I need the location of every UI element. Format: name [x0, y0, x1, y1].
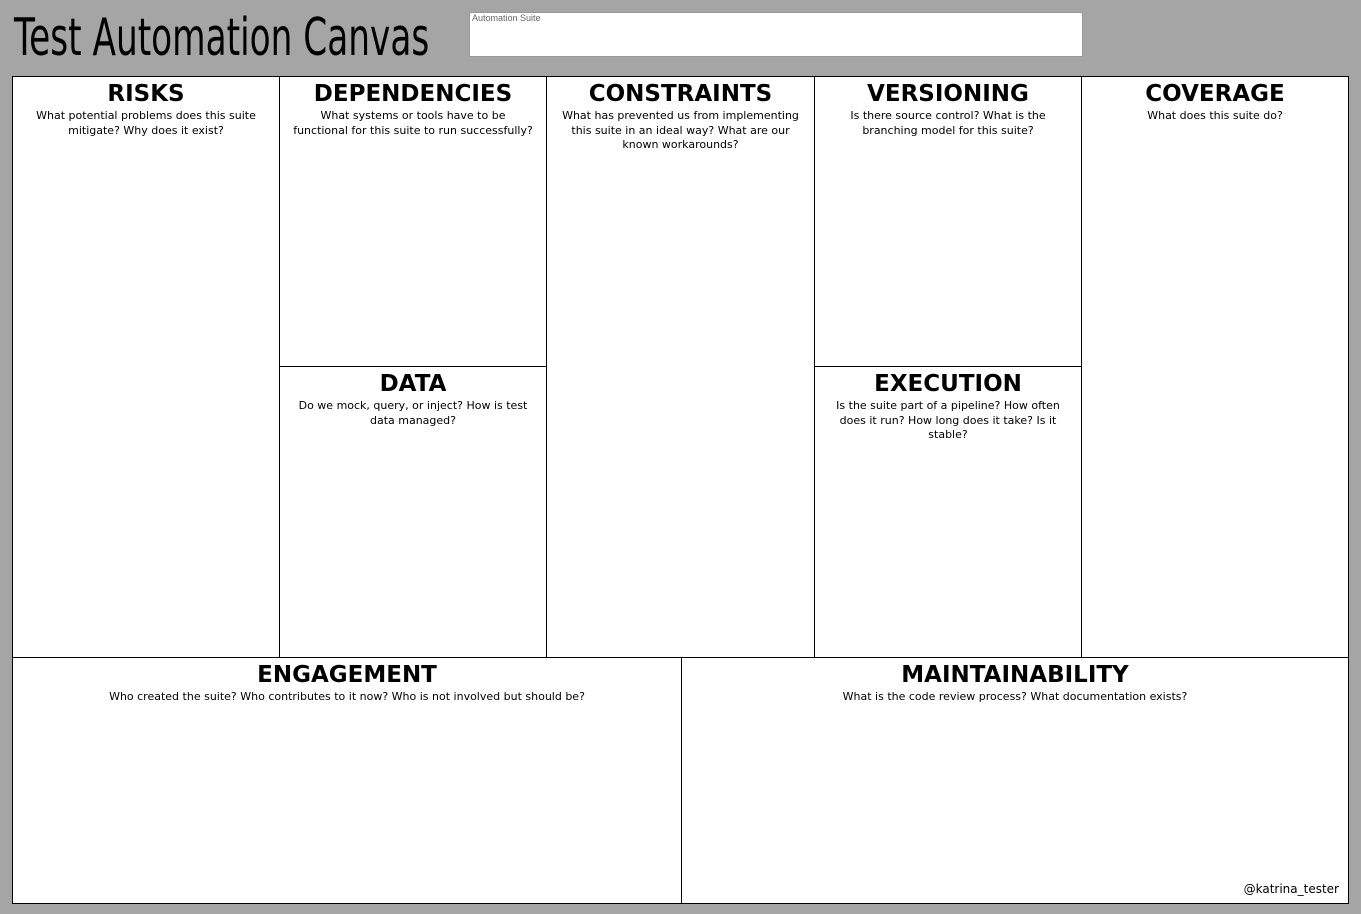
engagement-question: Who created the suite? Who contributes to it now? Who is not involved but should be?	[109, 690, 585, 703]
page-title: Test Automation Canvas	[14, 8, 430, 68]
versioning-question: Is there source control? What is the branching model for this suite?	[850, 109, 1046, 137]
dependencies-section[interactable]	[280, 77, 547, 367]
dependencies-question: What systems or tools have to be functional for this suite to run successfully?	[293, 109, 533, 137]
automation-suite-field[interactable]	[469, 12, 1083, 57]
risks-question: What potential problems does this suite mitigate? Why does it exist?	[36, 109, 256, 137]
constraints-question: What has prevented us from implementing this suite in an ideal way? What are our known workarounds?	[562, 109, 799, 151]
coverage-heading: COVERAGE	[1145, 81, 1285, 107]
risks-heading: RISKS	[107, 81, 185, 107]
author-credit: @katrina_tester	[1243, 882, 1339, 896]
execution-heading: EXECUTION	[874, 371, 1022, 397]
maintainability-heading: MAINTAINABILITY	[901, 662, 1129, 688]
engagement-section[interactable]	[13, 657, 682, 903]
maintainability-section[interactable]	[682, 657, 1348, 903]
data-section[interactable]	[280, 367, 547, 657]
coverage-section[interactable]	[1082, 77, 1348, 657]
constraints-section[interactable]	[547, 77, 815, 657]
dependencies-heading: DEPENDENCIES	[313, 81, 513, 107]
versioning-heading: VERSIONING	[867, 81, 1029, 107]
data-heading: DATA	[379, 371, 447, 397]
engagement-heading: ENGAGEMENT	[257, 662, 437, 688]
coverage-question: What does this suite do?	[1147, 109, 1283, 122]
execution-section[interactable]	[815, 367, 1082, 657]
canvas-board	[12, 76, 1349, 904]
maintainability-question: What is the code review process? What documentation exists?	[842, 690, 1188, 703]
versioning-section[interactable]	[815, 77, 1082, 367]
data-question: Do we mock, query, or inject? How is test data managed?	[298, 399, 528, 427]
execution-question: Is the suite part of a pipeline? How often does it run? How long does it take? Is it stable?	[836, 399, 1060, 441]
automation-suite-label: Automation Suite	[472, 13, 541, 23]
constraints-heading: CONSTRAINTS	[588, 81, 773, 107]
risks-section[interactable]	[13, 77, 280, 657]
